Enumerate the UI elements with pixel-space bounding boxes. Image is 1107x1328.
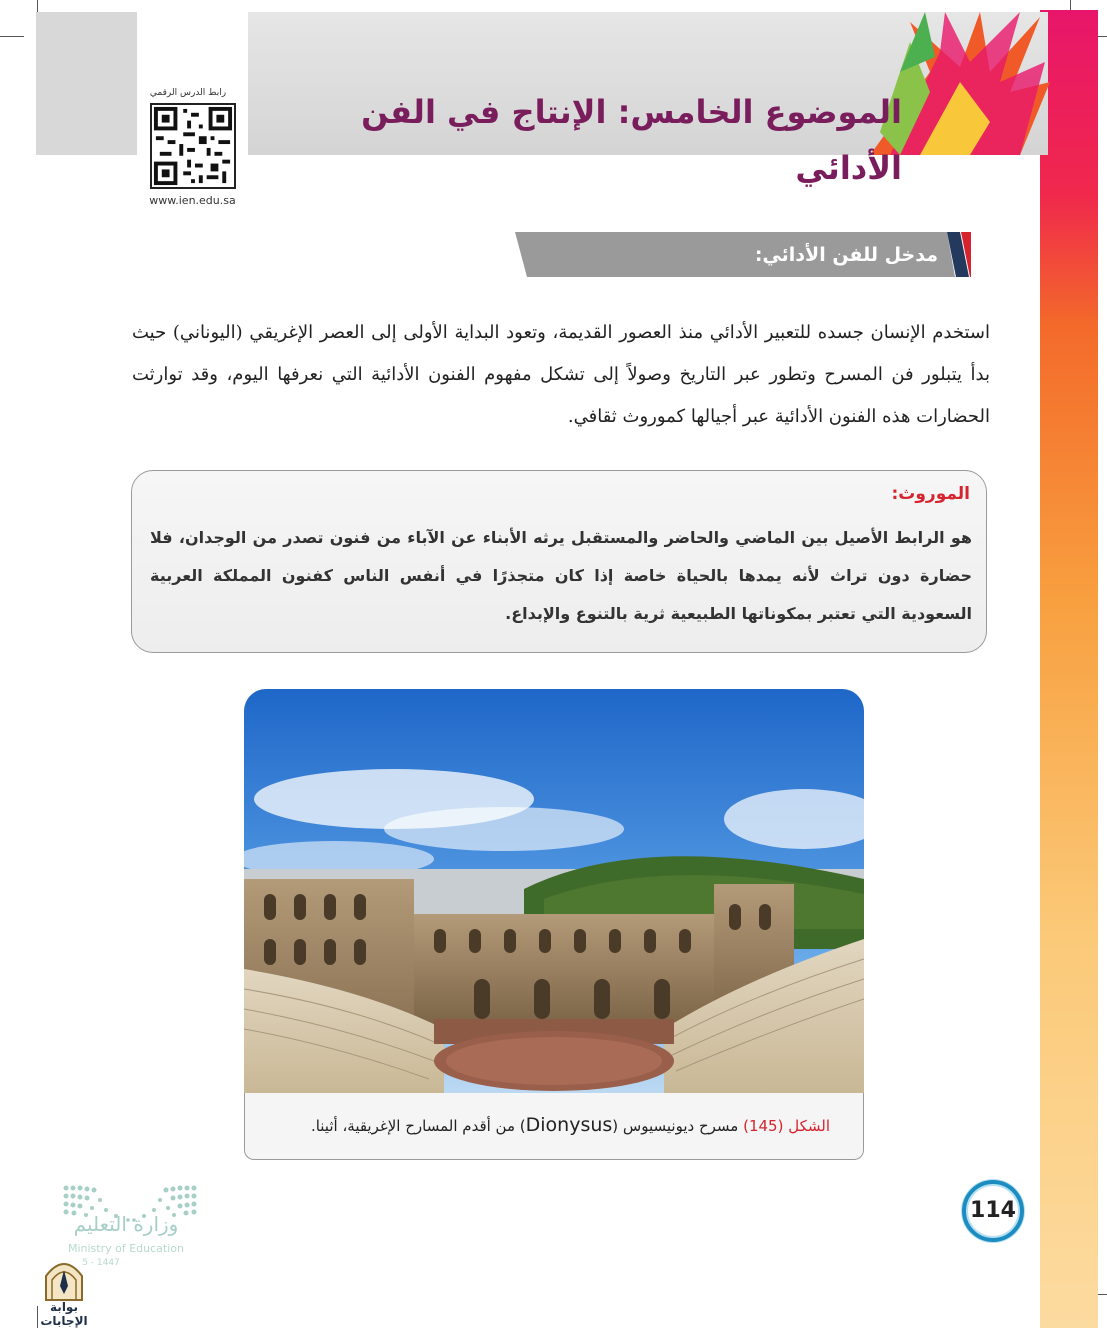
decorative-color-strip [1040,10,1098,1328]
qr-code-icon [152,105,234,187]
answers-portal-logo-icon [42,1256,86,1302]
odeon-theatre-image [244,689,864,1093]
qr-label: رابط الدرس الرقمي [149,88,227,98]
page-title: الموضوع الخامس: الإنتاج في الفن الأدائي [361,93,902,187]
page-number: 114 [970,1198,1016,1223]
figure-caption [260,1108,830,1142]
ministry-year: 5 - 1447 [82,1258,120,1268]
qr-url[interactable]: www.ien.edu.sa [149,194,236,207]
watermark-text: بوابة الإجابات [40,1300,88,1328]
section-title: مدخل للفن الأدائي: [754,244,938,266]
theatre-photo [244,689,864,1093]
heritage-title: الموروث: [891,484,970,504]
intro-paragraph: استخدم الإنسان جسده للتعبير الأدائي منذ العصور القديمة، وتعود البداية الأولى إلى العصر الإغريقي (اليوناني) حيث بدأ يتبلور فن المسرح وتطور عبر التاريخ وصولاً إلى تشكل مفهوم الفنون الأدائية التي نعرفها اليوم، وقد توارثت الحضارات هذه الفنون الأدائية عبر أجيالها كموروث ثقافي. [132,322,990,427]
qr-code[interactable] [150,103,236,189]
ministry-name-arabic: وزارة التعليم [73,1212,179,1236]
caption-text-before: مسرح ديونيسيوس ( [612,1117,744,1135]
header-left-panel [36,12,137,155]
caption-text-after: ) من أقدم المسارح الإغريقية، أثينا. [310,1117,526,1135]
caption-latin-name: Dionysus [525,1114,613,1136]
ministry-name-english: Ministry of Education [67,1242,184,1255]
heritage-definition: هو الرابط الأصيل بين الماضي والحاضر والمستقبل يرثه الأبناء عن الآباء من فنون تصدر من الوجدان، فلا حضارة دون تراث لأنه يمدها بالحياة خاصة إذا كان متجذرًا في أنفس الناس كفنون المملكة العربية السعودية التي تعتبر بمكوناتها الطبيعية ثرية بالتنوع والإبداع. [150,528,972,623]
crop-mark [0,36,24,37]
figure-label: الشكل (145) [743,1117,830,1135]
